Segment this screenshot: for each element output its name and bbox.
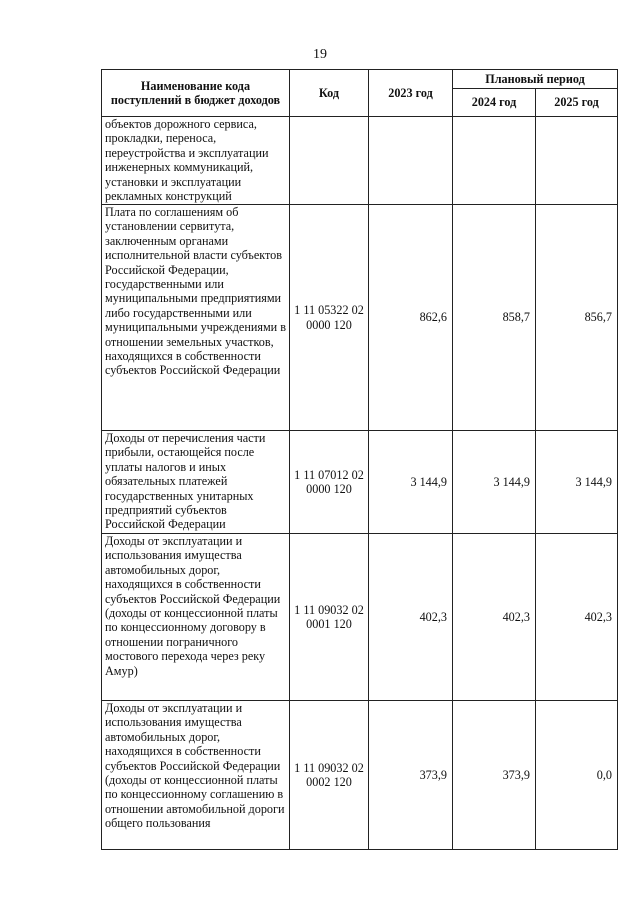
row-value-2024: 858,7 — [453, 205, 536, 431]
row-value-2024: 402,3 — [453, 534, 536, 701]
table-row — [102, 205, 618, 431]
row-value-2023: 3 144,9 — [369, 431, 453, 534]
header-plan-period: Плановый период — [453, 70, 618, 89]
row-value-2023: 373,9 — [369, 701, 453, 850]
row-value-2024: 373,9 — [453, 701, 536, 850]
row-code: 1 11 07012 02 0000 120 — [290, 431, 369, 534]
row-code: 1 11 05322 02 0000 120 — [290, 205, 369, 431]
header-name: Наименование кода поступлений в бюджет доходов — [102, 70, 290, 117]
header-year-2025: 2025 год — [536, 89, 618, 117]
table-row — [102, 701, 618, 850]
row-value-2025: 856,7 — [536, 205, 618, 431]
revenue-table — [101, 69, 618, 850]
row-name: объектов дорожного сервиса, прокладки, переноса, переустройства и эксплуатации инженерных коммуникаций, установки и эксплуатации рекламных конструкций — [102, 117, 290, 205]
row-value-2025 — [536, 117, 618, 205]
table-row — [102, 117, 618, 205]
row-code: 1 11 09032 02 0002 120 — [290, 701, 369, 850]
row-value-2025: 0,0 — [536, 701, 618, 850]
table-row — [102, 431, 618, 534]
row-value-2024: 3 144,9 — [453, 431, 536, 534]
table-row — [102, 534, 618, 701]
row-value-2023 — [369, 117, 453, 205]
row-name: Доходы от эксплуатации и использования имущества автомобильных дорог, находящихся в собственности субъектов Российской Федерации (доходы от концессионной платы по концессионному договору в отношении пограничного мостового перехода через реку Амур) — [102, 534, 290, 701]
row-value-2025: 402,3 — [536, 534, 618, 701]
header-code: Код — [290, 70, 369, 117]
row-name: Доходы от эксплуатации и использования имущества автомобильных дорог, находящихся в собственности субъектов Российской Федерации (доходы от концессионной платы по концессионному соглашению в отношении автомобильной дороги общего пользования — [102, 701, 290, 850]
row-name: Доходы от перечисления части прибыли, остающейся после уплаты налогов и иных обязательных платежей государственных унитарных предприятий субъектов Российской Федерации — [102, 431, 290, 534]
row-code: 1 11 09032 02 0001 120 — [290, 534, 369, 701]
row-code — [290, 117, 369, 205]
row-value-2023: 402,3 — [369, 534, 453, 701]
row-value-2025: 3 144,9 — [536, 431, 618, 534]
header-year-2023: 2023 год — [369, 70, 453, 117]
row-value-2024 — [453, 117, 536, 205]
header-year-2024: 2024 год — [453, 89, 536, 117]
row-name: Плата по соглашениям об установлении сервитута, заключенным органами исполнительной власти субъектов Российской Федерации, государственными или муниципальными предприятиями либо государственными или муниципальными учреждениями в отношении земельных участков, находящихся в собственности субъектов Российской Федерации — [102, 205, 290, 431]
row-value-2023: 862,6 — [369, 205, 453, 431]
page-number: 19 — [313, 47, 327, 62]
